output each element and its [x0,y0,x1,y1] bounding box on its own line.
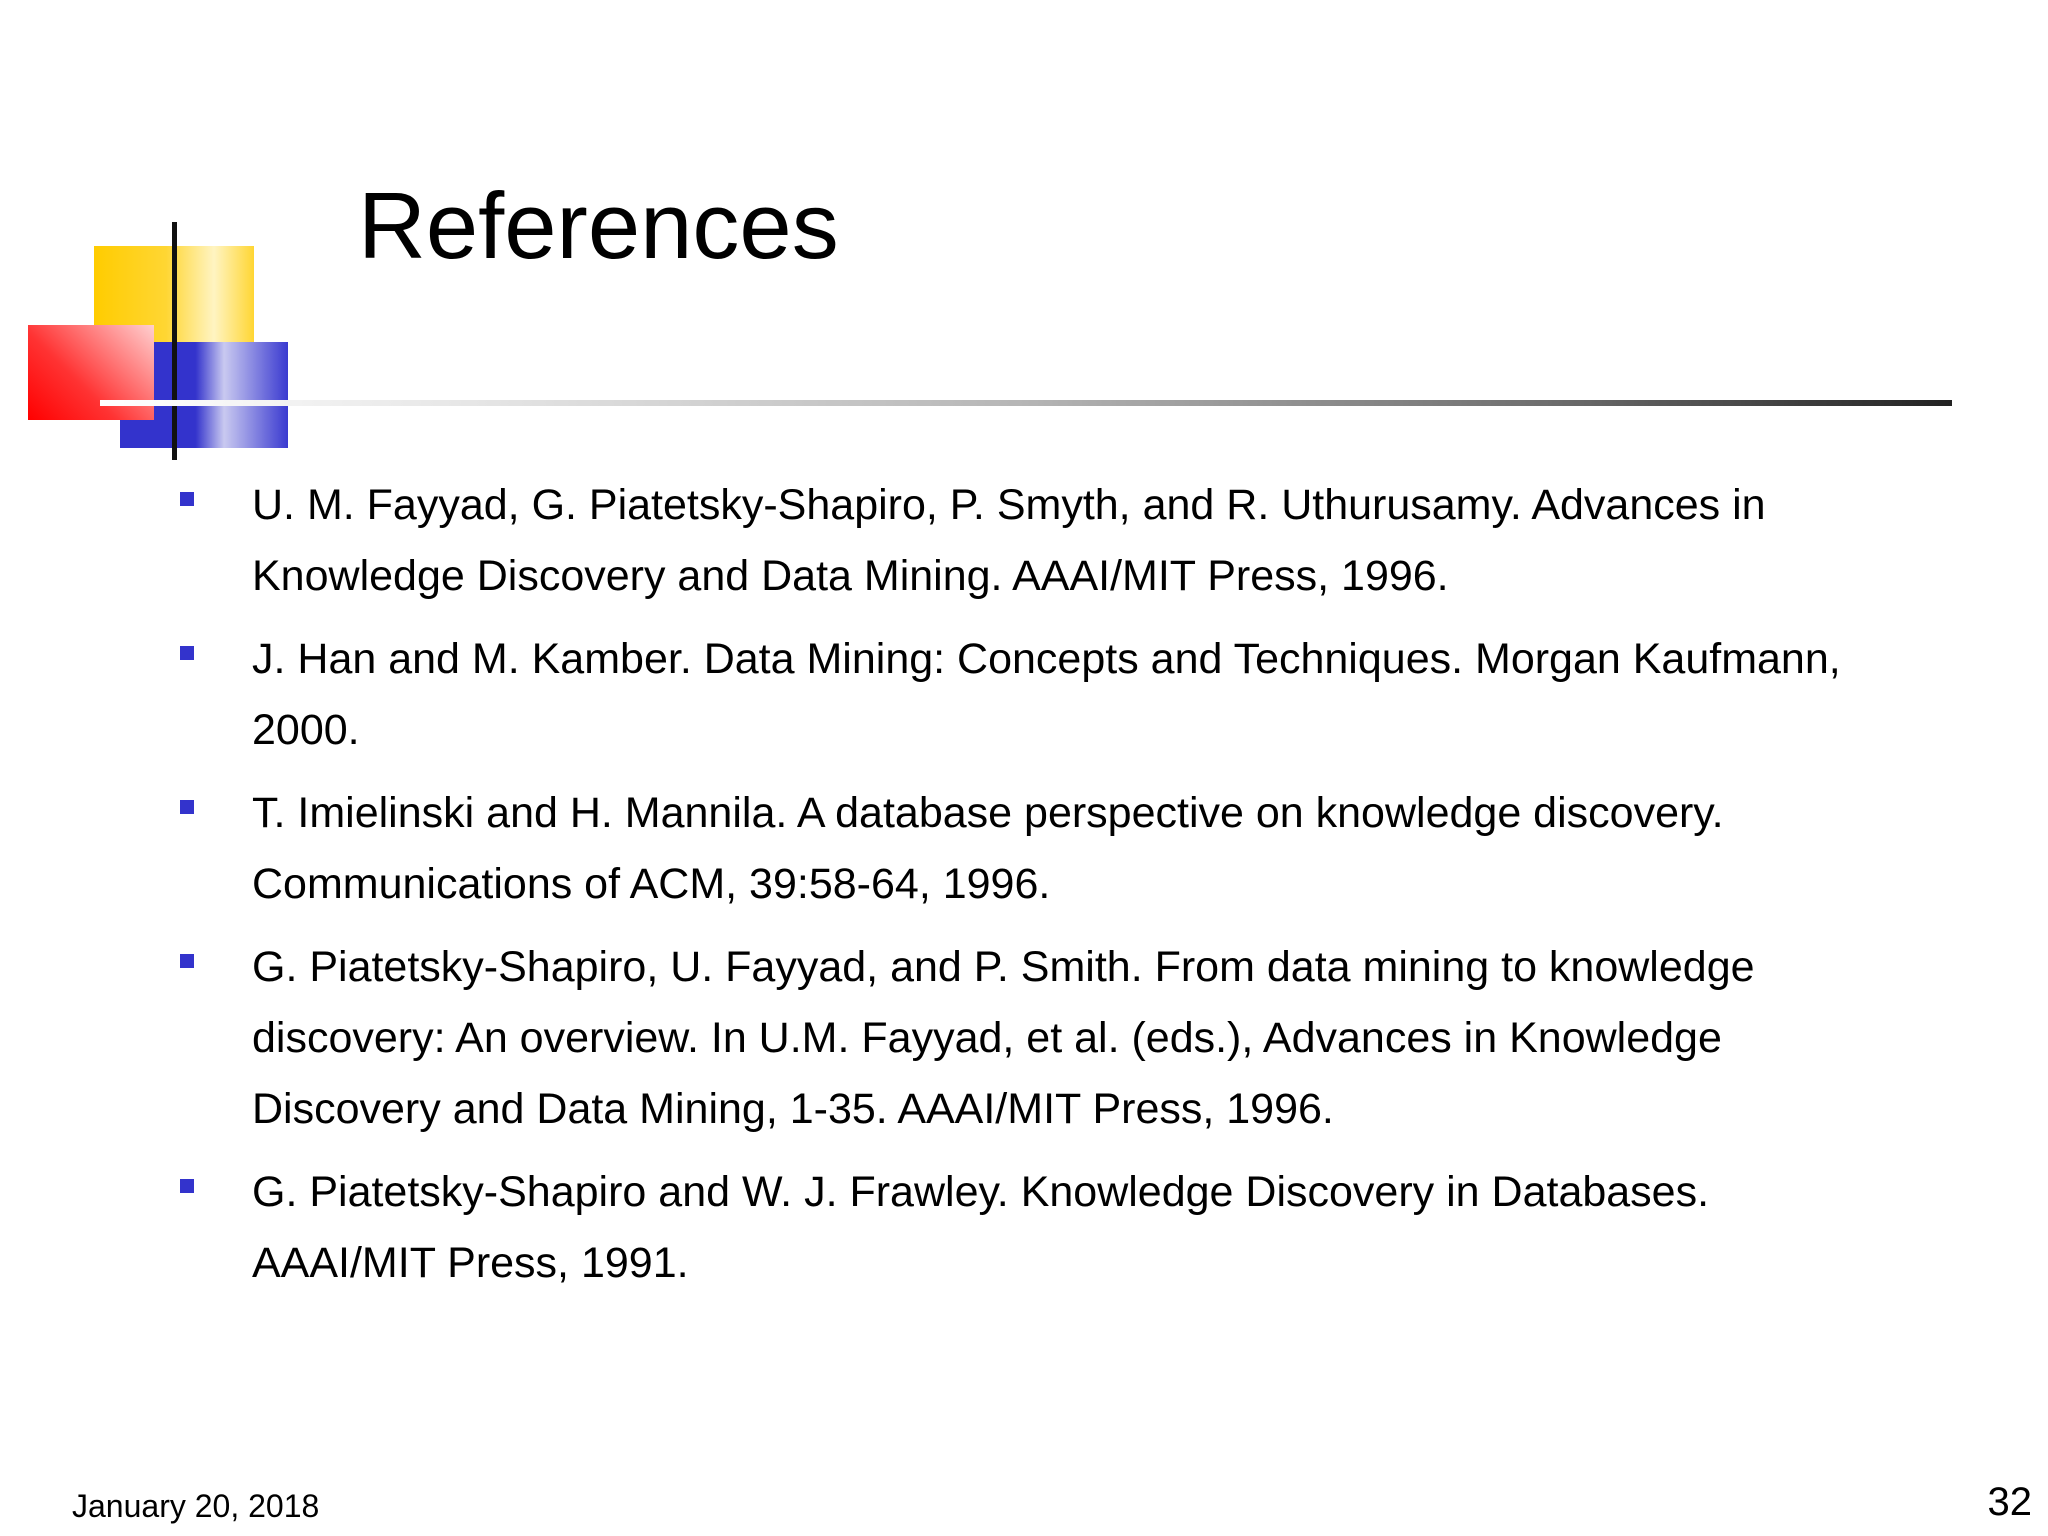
reference-text: T. Imielinski and H. Mannila. A database perspective on knowledge discovery. Communications of ACM, 39:58-64, 1996. [252,789,1724,908]
square-bullet-icon [180,954,194,968]
square-bullet-icon [180,1179,194,1193]
vertical-divider-line [172,222,177,460]
reference-item [0,932,2048,1145]
slide-title: References [358,173,839,278]
reference-text: U. M. Fayyad, G. Piatetsky-Shapiro, P. Smyth, and R. Uthurusamy. Advances in Knowledge Discovery and Data Mining. AAAI/MIT Press, 1996. [252,481,1766,600]
reference-text: G. Piatetsky-Shapiro and W. J. Frawley. Knowledge Discovery in Databases. AAAI/MIT Press, 1991. [252,1168,1710,1287]
page-number: 32 [1987,1480,2032,1524]
footer-date: January 20, 2018 [72,1488,320,1524]
title-underline [100,400,1952,406]
reference-item [0,624,2048,766]
reference-text: J. Han and M. Kamber. Data Mining: Concepts and Techniques. Morgan Kaufmann, 2000. [252,635,1841,754]
square-bullet-icon [180,800,194,814]
reference-item [0,1157,2048,1299]
reference-item [0,778,2048,920]
reference-item [0,470,2048,612]
square-bullet-icon [180,492,194,506]
square-bullet-icon [180,646,194,660]
reference-list [0,470,2048,1311]
reference-text: G. Piatetsky-Shapiro, U. Fayyad, and P. Smith. From data mining to knowledge discovery: An overview. In U.M. Fayyad, et al. (eds.), Advances in Knowledge Discovery and Data Mining, 1-35. AAAI/MIT Press, 1996. [252,943,1755,1133]
